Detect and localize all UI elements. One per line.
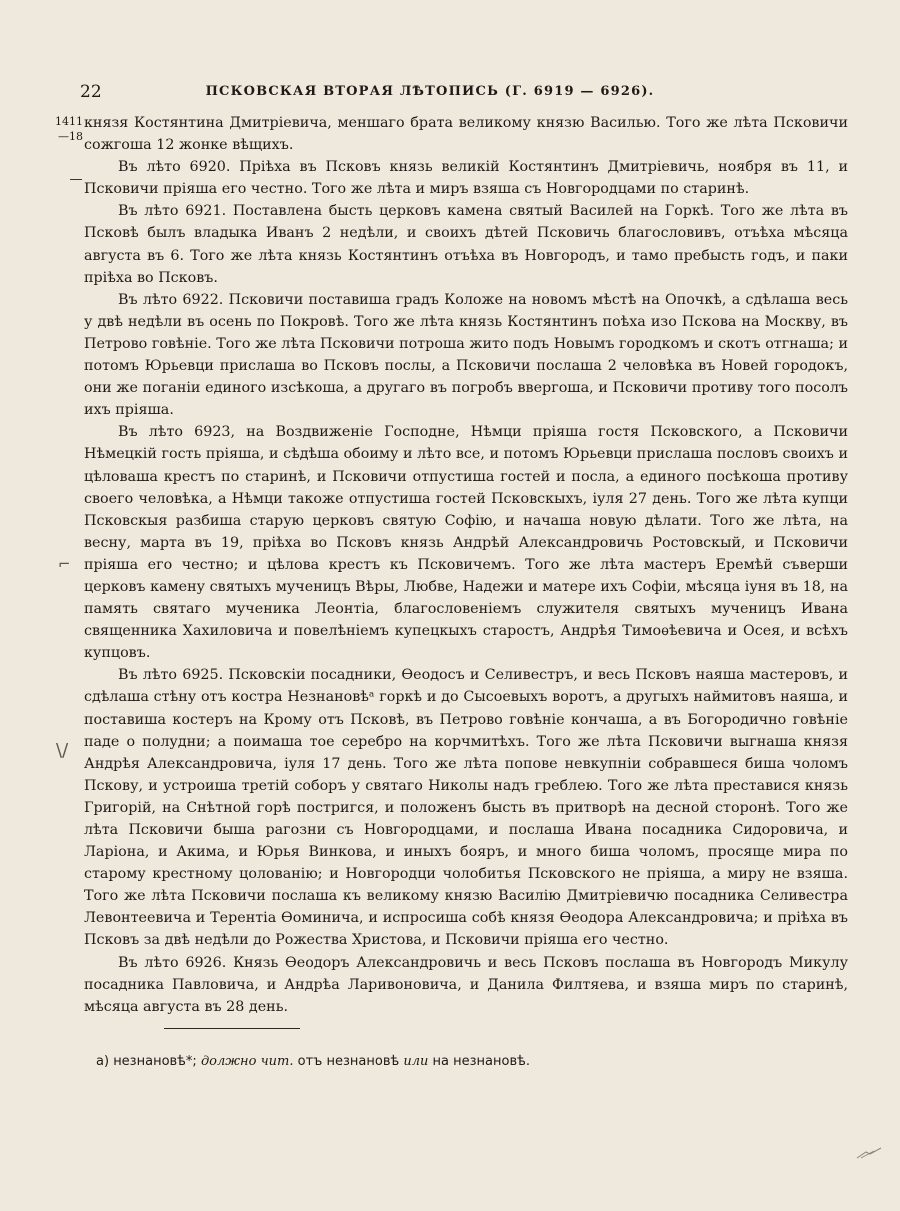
page-number: 22 <box>80 82 102 102</box>
margin-year-end: —18 <box>58 130 83 143</box>
footnote-divider <box>164 1028 300 1029</box>
paragraph-year-6923: Въ лѣто 6923, на Воздвиженіе Господне, Нѣмци пріяша гостя Псковского, а Псковичи Нѣмецкій гость пріяша, и сѣдѣша обоиму и лѣто все, и потомъ Юрьевци прислаша пословъ своихъ и цѣловаша крестъ по старинѣ, и Псковичи отпустиша гостей и посла, а единого посѣкоша противу своего человѣка, а Нѣмци такоже отпустиша гостей Псковскыхъ, іуля 27 день. Того же лѣта купци Псковскыя разбиша старую церковъ святую Софію, и начаша новую дѣлати. Того же лѣта, на весну, марта въ 19, пріѣха во Псковъ князь Андрѣй Александровичь Ростовскый, и Псковичи пріяша его честно; и цѣлова крестъ къ Псковичемъ. Того же лѣта мастеръ Еремѣй съверши церковъ камену святыхъ мученицъ Вѣры, Любве, Надежи и матере ихъ Софіи, мѣсяца іуня въ 18, на память святаго мученика Леонтіа, благословеніемъ служителя святыхъ мученицъ Ивана священника Хахиловича и повелѣніемъ купецкыхъ старостъ, Андрѣя Тимоѳѣевича и Осея, и всѣхъ купцовъ. <box>84 424 848 662</box>
footnote-note-2: или <box>403 1054 429 1069</box>
margin-dash <box>70 179 82 180</box>
margin-pencil-mark-2: \/ <box>56 740 69 761</box>
margin-year-start: 1411 <box>55 115 83 128</box>
footnote-lemma: незнановѣ*; <box>113 1054 197 1069</box>
margin-year-range <box>49 114 83 144</box>
paragraph-year-6925: Въ лѣто 6925. Псковскіи посадники, Ѳеодосъ и Селивестръ, и весь Псковъ наяша мастеровъ, и сдѣлаша стѣну отъ костра Незнановѣᵃ горкѣ и до Сысоевыхъ воротъ, а другыхъ наймитовъ наяша, и поставиша костеръ на Крому отъ Псковѣ, въ Петрово говѣніе кончаша, а въ Богородично говѣніе паде о полудни; а поимаша тое серебро на корчмитѣхъ. Того же лѣта Псковичи выгнаша князя Андрѣя Александровича, іуля 17 день. Того же лѣта попове невкупніи собравшеся биша чоломъ Пскову, и устроиша третій соборъ у святаго Николы надъ греблею. Того же лѣта преставися князь Григорій, на Снѣтной горѣ постригся, и положенъ бысть въ притворѣ на десной сторонѣ. Того же лѣта Псковичи быша рагозни съ Новгородцами, и послаша Ивана посадника Сидоровича, и Ларіона, и Акима, и Юрья Винкова, и иныхъ бояръ, и много биша чоломъ, просяще мира по старому крестному цолованію; и Новгородци чолобитья Псковского не пріяша, а миру не взяша. Того же лѣта Псковичи послаша къ великому князю Василію Дмитріевичю посадника Селивестра Левонтеевича и Терентіа Ѳоминича, и испросиша собѣ князя Ѳеодора Александровича; и пріѣха въ Псковъ за двѣ недѣли до Рожества Христова, и Псковичи пріяша его честно. <box>84 667 848 949</box>
margin-pencil-mark-1: ⌐ <box>58 555 71 573</box>
pencil-scribble-icon <box>856 1146 882 1160</box>
footnote-marker: а) <box>96 1054 110 1069</box>
footnote-reading-2: на незнановѣ. <box>432 1054 530 1069</box>
paragraph-year-6921: Въ лѣто 6921. Поставлена бысть церковъ камена святый Василей на Горкѣ. Того же лѣта въ Псковѣ былъ владыка Иванъ 2 недѣли, и своихъ дѣтей Псковичь благословивъ, отъѣха мѣсяца августа въ 6. Того же лѣта князь Костянтинъ отъѣха въ Новгородъ, и тамо пребысть годъ, и паки пріѣха во Псковъ. <box>84 203 848 286</box>
paragraph-year-6922: Въ лѣто 6922. Псковичи поставиша градъ Коложе на новомъ мѣстѣ на Опочкѣ, а сдѣлаша весь у двѣ недѣли въ осень по Покровѣ. Того же лѣта князь Костянтинъ поѣха изо Пскова на Москву, въ Петрово говѣніе. Того же лѣта Псковичи потроша жито подъ Новымъ городкомъ и скотъ отгнаша; и потомъ Юрьевци прислаша во Псковъ послы, а Псковичи послаша 2 человѣка въ Новей городокъ, они же поганіи единого изсѣкоша, а другаго въ погробъ ввергоша, и Псковичи противу того посолъ ихъ пріяша. <box>84 291 848 419</box>
paragraph-continuation: князя Костянтина Дмитріевича, меншаго брата великому князю Василью. Того же лѣта Псковичи сожгоша 12 жонке вѣщихъ. <box>84 115 848 154</box>
running-head: ПСКОВСКАЯ ВТОРАЯ ЛѢТОПИСЬ (Г. 6919 — 6926). <box>205 84 655 99</box>
chronicle-text <box>84 112 848 1018</box>
footnote-note-1: должно чит. <box>200 1054 294 1069</box>
footnote-reading-1: отъ незнановѣ <box>297 1054 400 1069</box>
paragraph-year-6920: Въ лѣто 6920. Пріѣха въ Псковъ князь великій Костянтинъ Дмитріевичь, ноября въ 11, и Псковичи пріяша его честно. Того же лѣта и миръ взяша съ Новгородцами по старинѣ. <box>84 159 848 198</box>
footnote <box>96 1054 530 1069</box>
paragraph-year-6926: Въ лѣто 6926. Князь Ѳеодоръ Александровичь и весь Псковъ послаша въ Новгородъ Микулу посадника Павловича, и Андрѣа Ларивоновича, и Данила Филтяева, и взяша миръ по старинѣ, мѣсяца августа въ 28 день. <box>84 954 848 1015</box>
